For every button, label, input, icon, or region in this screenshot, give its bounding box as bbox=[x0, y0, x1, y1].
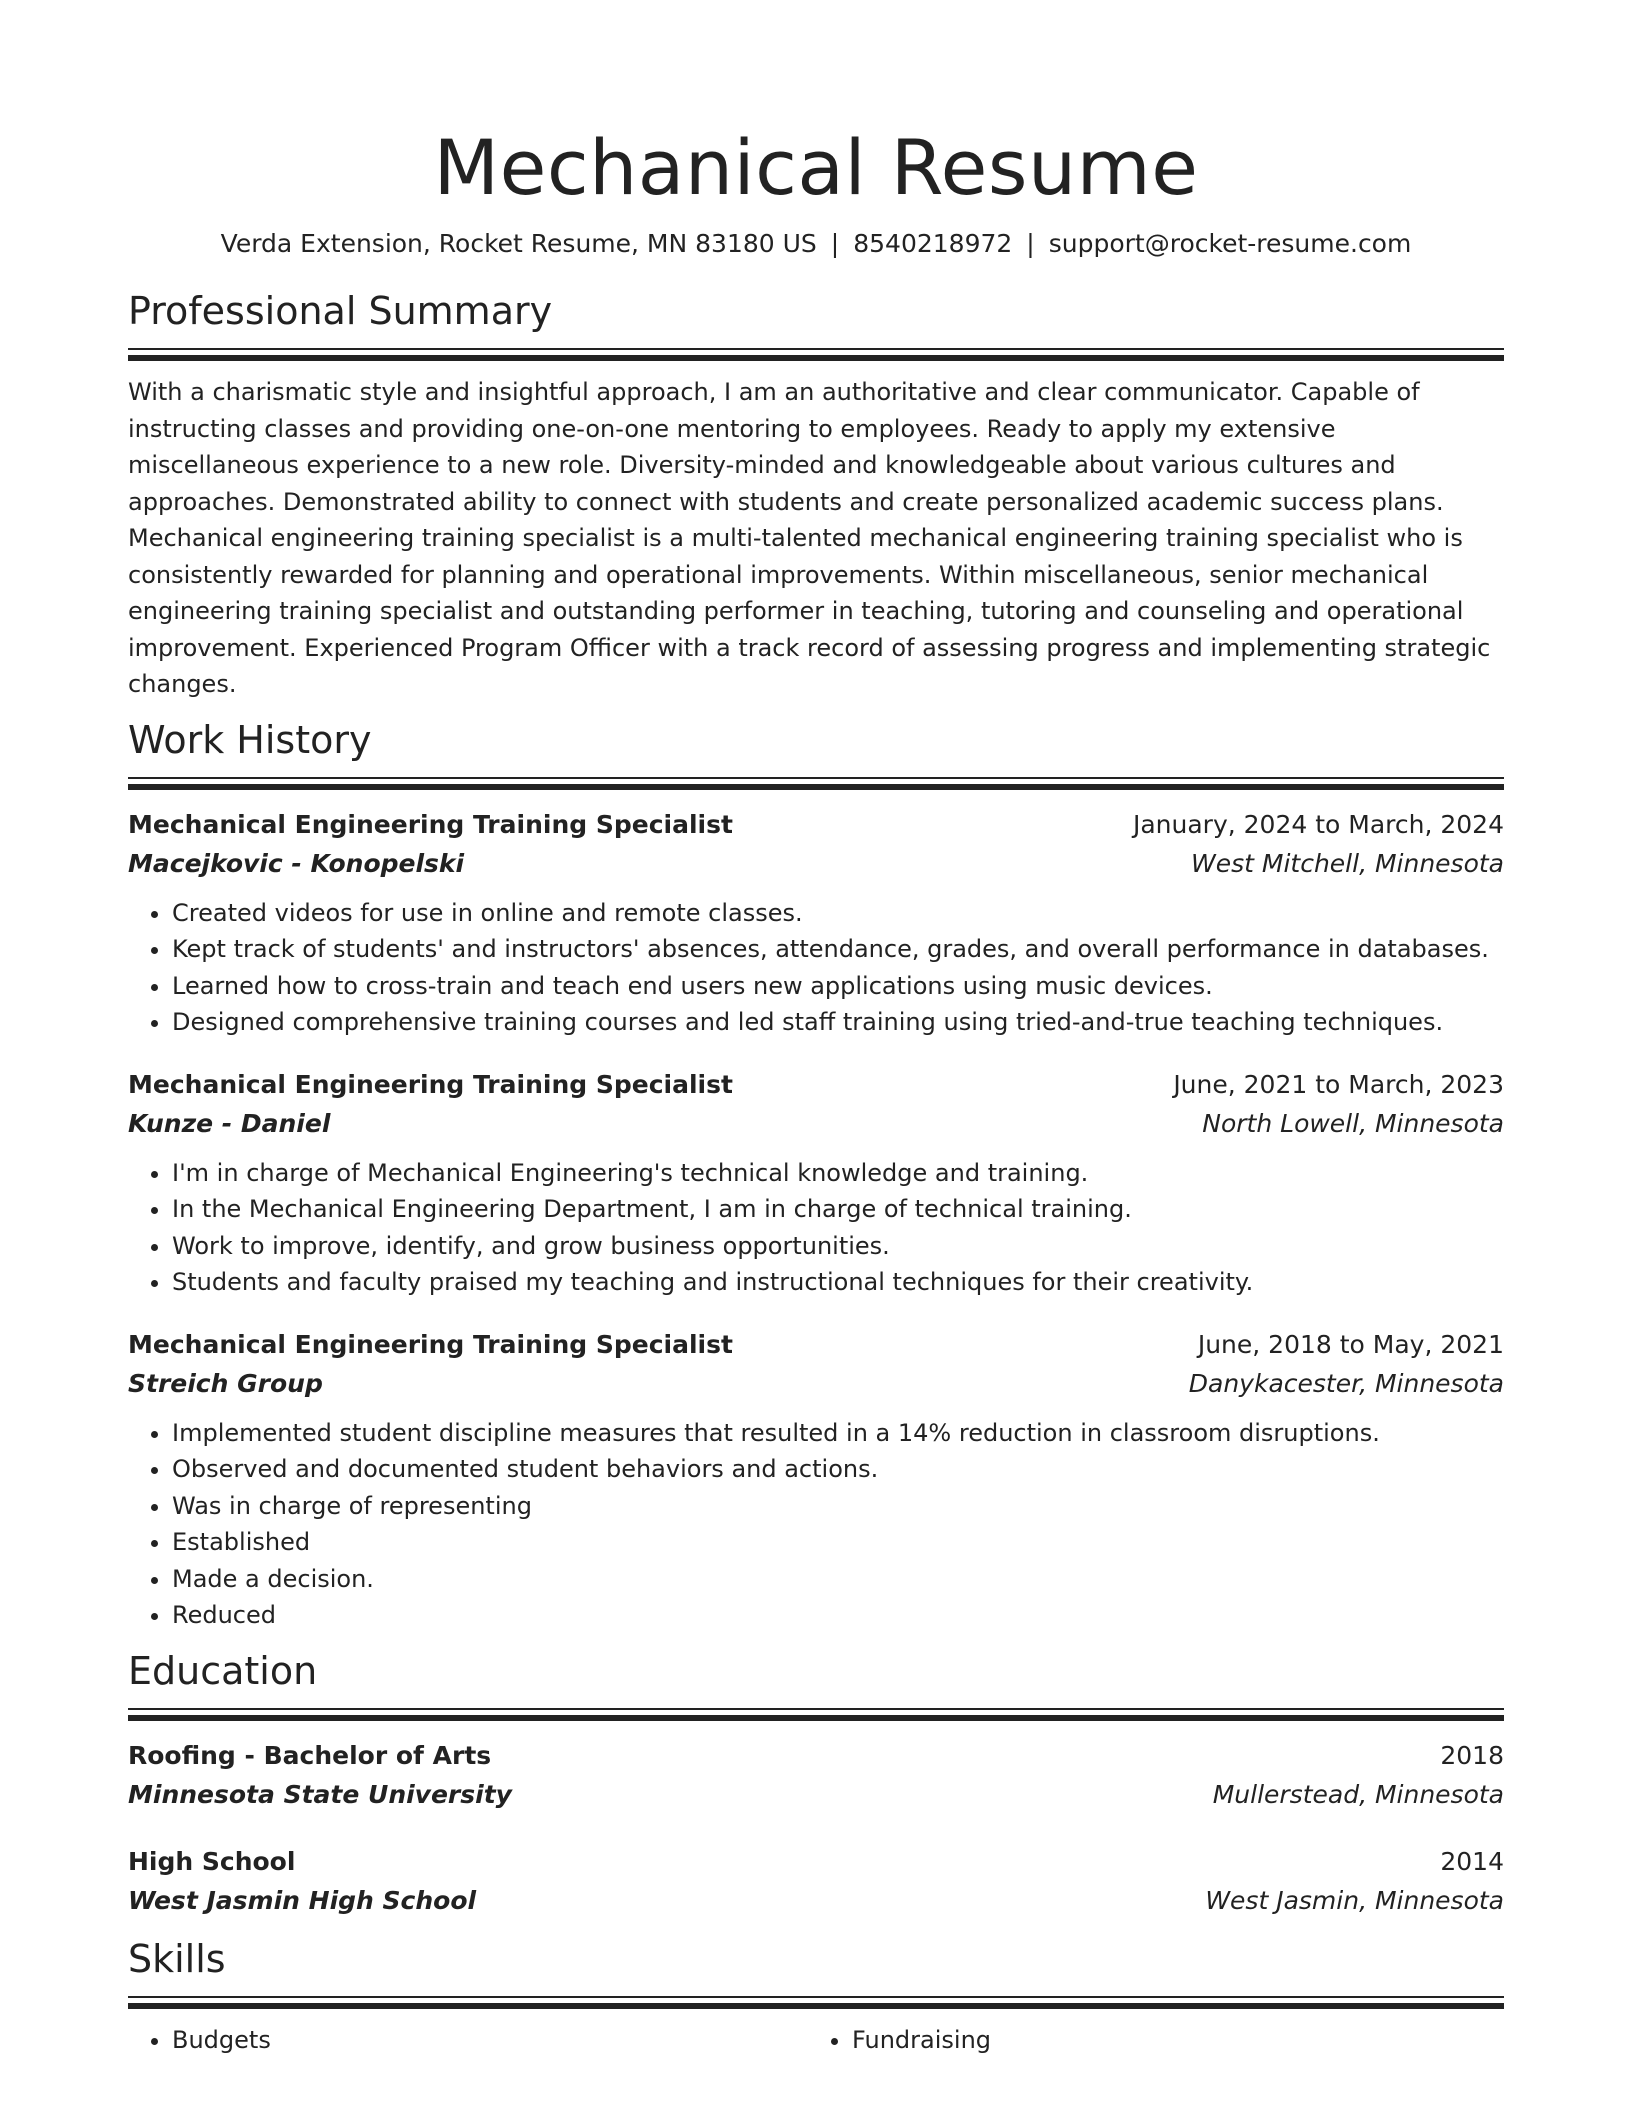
summary-section bbox=[128, 286, 1504, 703]
education-location: Mullerstead, Minnesota bbox=[1212, 1779, 1504, 1809]
skills-columns bbox=[128, 2022, 1504, 2058]
job-bullets bbox=[128, 1155, 1504, 1301]
job-subheader bbox=[128, 1105, 1504, 1143]
skills-column-left bbox=[128, 2022, 808, 2058]
education-year: 2014 bbox=[1440, 1846, 1504, 1876]
job-dates: June, 2018 to May, 2021 bbox=[1197, 1329, 1504, 1359]
job-bullet: • Observed and documented student behaviors and actions. bbox=[172, 1451, 1504, 1488]
job-location: Danykacester, Minnesota bbox=[1188, 1368, 1504, 1398]
section-divider bbox=[128, 1708, 1504, 1722]
education-school: Minnesota State University bbox=[128, 1779, 512, 1809]
job-dates: June, 2021 to March, 2023 bbox=[1173, 1069, 1504, 1099]
section-heading-summary: Professional Summary bbox=[128, 289, 553, 333]
education-subheader bbox=[128, 1882, 1504, 1920]
job-bullet: • Kept track of students' and instructors' absences, attendance, grades, and overall performance in databases. bbox=[172, 931, 1504, 968]
section-divider bbox=[128, 1996, 1504, 2010]
section-heading-work: Work History bbox=[128, 717, 372, 762]
job-bullet: • Work to improve, identify, and grow business opportunities. bbox=[172, 1228, 1504, 1265]
resume-content bbox=[128, 0, 1504, 2058]
job-entry bbox=[128, 1065, 1504, 1301]
job-bullets bbox=[128, 895, 1504, 1041]
job-header bbox=[128, 1065, 1504, 1105]
education-degree: Roofing - Bachelor of Arts bbox=[128, 1740, 492, 1770]
job-entry bbox=[128, 1325, 1504, 1634]
job-company: Macejkovic - Konopelski bbox=[128, 848, 465, 878]
job-location: West Mitchell, Minnesota bbox=[1191, 848, 1504, 878]
education-degree: High School bbox=[128, 1846, 296, 1876]
job-bullet: • Students and faculty praised my teaching and instructional techniques for their creativity. bbox=[172, 1264, 1504, 1301]
job-bullet: • Established bbox=[172, 1524, 1504, 1561]
section-divider bbox=[128, 348, 1504, 362]
education-school: West Jasmin High School bbox=[128, 1885, 477, 1915]
job-title: Mechanical Engineering Training Specialist bbox=[128, 809, 733, 839]
education-entry bbox=[128, 1736, 1504, 1814]
job-bullet: • Reduced bbox=[172, 1597, 1504, 1634]
contact-address: Verda Extension, Rocket Resume, MN 83180 US bbox=[220, 229, 817, 258]
education-header bbox=[128, 1736, 1504, 1776]
contact-line bbox=[128, 226, 1504, 262]
job-bullets bbox=[128, 1415, 1504, 1634]
contact-separator: | bbox=[830, 229, 840, 258]
job-header bbox=[128, 805, 1504, 845]
job-location: North Lowell, Minnesota bbox=[1202, 1108, 1504, 1138]
job-company: Kunze - Daniel bbox=[128, 1108, 331, 1138]
job-bullet: • Implemented student discipline measures that resulted in a 14% reduction in classroom disruptions. bbox=[172, 1415, 1504, 1452]
section-divider bbox=[128, 777, 1504, 791]
job-bullet: • Designed comprehensive training courses and led staff training using tried-and-true teaching techniques. bbox=[172, 1004, 1504, 1041]
section-heading-skills: Skills bbox=[128, 1936, 226, 1981]
job-bullet: • In the Mechanical Engineering Department, I am in charge of technical training. bbox=[172, 1191, 1504, 1228]
skill-item: • Budgets bbox=[172, 2022, 808, 2058]
job-subheader bbox=[128, 1365, 1504, 1403]
job-title: Mechanical Engineering Training Specialist bbox=[128, 1069, 733, 1099]
education-location: West Jasmin, Minnesota bbox=[1205, 1885, 1504, 1915]
job-dates: January, 2024 to March, 2024 bbox=[1132, 809, 1504, 839]
skills-column-right bbox=[808, 2022, 1488, 2058]
resume-name: Mechanical Resume bbox=[433, 123, 1199, 212]
job-title: Mechanical Engineering Training Specialist bbox=[128, 1329, 733, 1359]
education-subheader bbox=[128, 1776, 1504, 1814]
contact-email: support@rocket-resume.com bbox=[1048, 229, 1412, 258]
summary-text: With a charismatic style and insightful approach, I am an authoritative and clear communicator. Capable of instructing classes and providing one-on-one mentoring to employees. Ready to apply my extensive miscellaneous experience to a new role. Diversity-minded and knowledgeable about various cultures and approaches. Demonstrated ability to connect with students and create personalized academic success plans. Mechanical engineering training specialist is a multi-talented mechanical engineering training specialist who is consistently rewarded for planning and operational improvements. Within miscellaneous, senior mechanical engineering training specialist and outstanding performer in teaching, tutoring and counseling and operational improvement. Experienced Program Officer with a track record of assessing progress and implementing strategic changes. bbox=[128, 378, 1491, 698]
job-bullet: • Made a decision. bbox=[172, 1561, 1504, 1598]
skills-section bbox=[128, 1934, 1504, 2058]
job-company: Streich Group bbox=[128, 1368, 323, 1398]
job-bullet: • I'm in charge of Mechanical Engineering's technical knowledge and training. bbox=[172, 1155, 1504, 1192]
skill-item: • Fundraising bbox=[852, 2022, 1488, 2058]
job-entry bbox=[128, 805, 1504, 1041]
job-bullet: • Learned how to cross-train and teach end users new applications using music devices. bbox=[172, 968, 1504, 1005]
education-entry bbox=[128, 1842, 1504, 1920]
education-header bbox=[128, 1842, 1504, 1882]
job-subheader bbox=[128, 845, 1504, 883]
job-bullet: • Was in charge of representing bbox=[172, 1488, 1504, 1525]
education-year: 2018 bbox=[1440, 1740, 1504, 1770]
job-header bbox=[128, 1325, 1504, 1365]
work-history-section bbox=[128, 715, 1504, 1634]
contact-separator: | bbox=[1026, 229, 1035, 258]
job-bullet: • Created videos for use in online and remote classes. bbox=[172, 895, 1504, 932]
contact-phone: 8540218972 bbox=[853, 229, 1013, 258]
education-section bbox=[128, 1646, 1504, 1920]
section-heading-education: Education bbox=[128, 1648, 318, 1693]
